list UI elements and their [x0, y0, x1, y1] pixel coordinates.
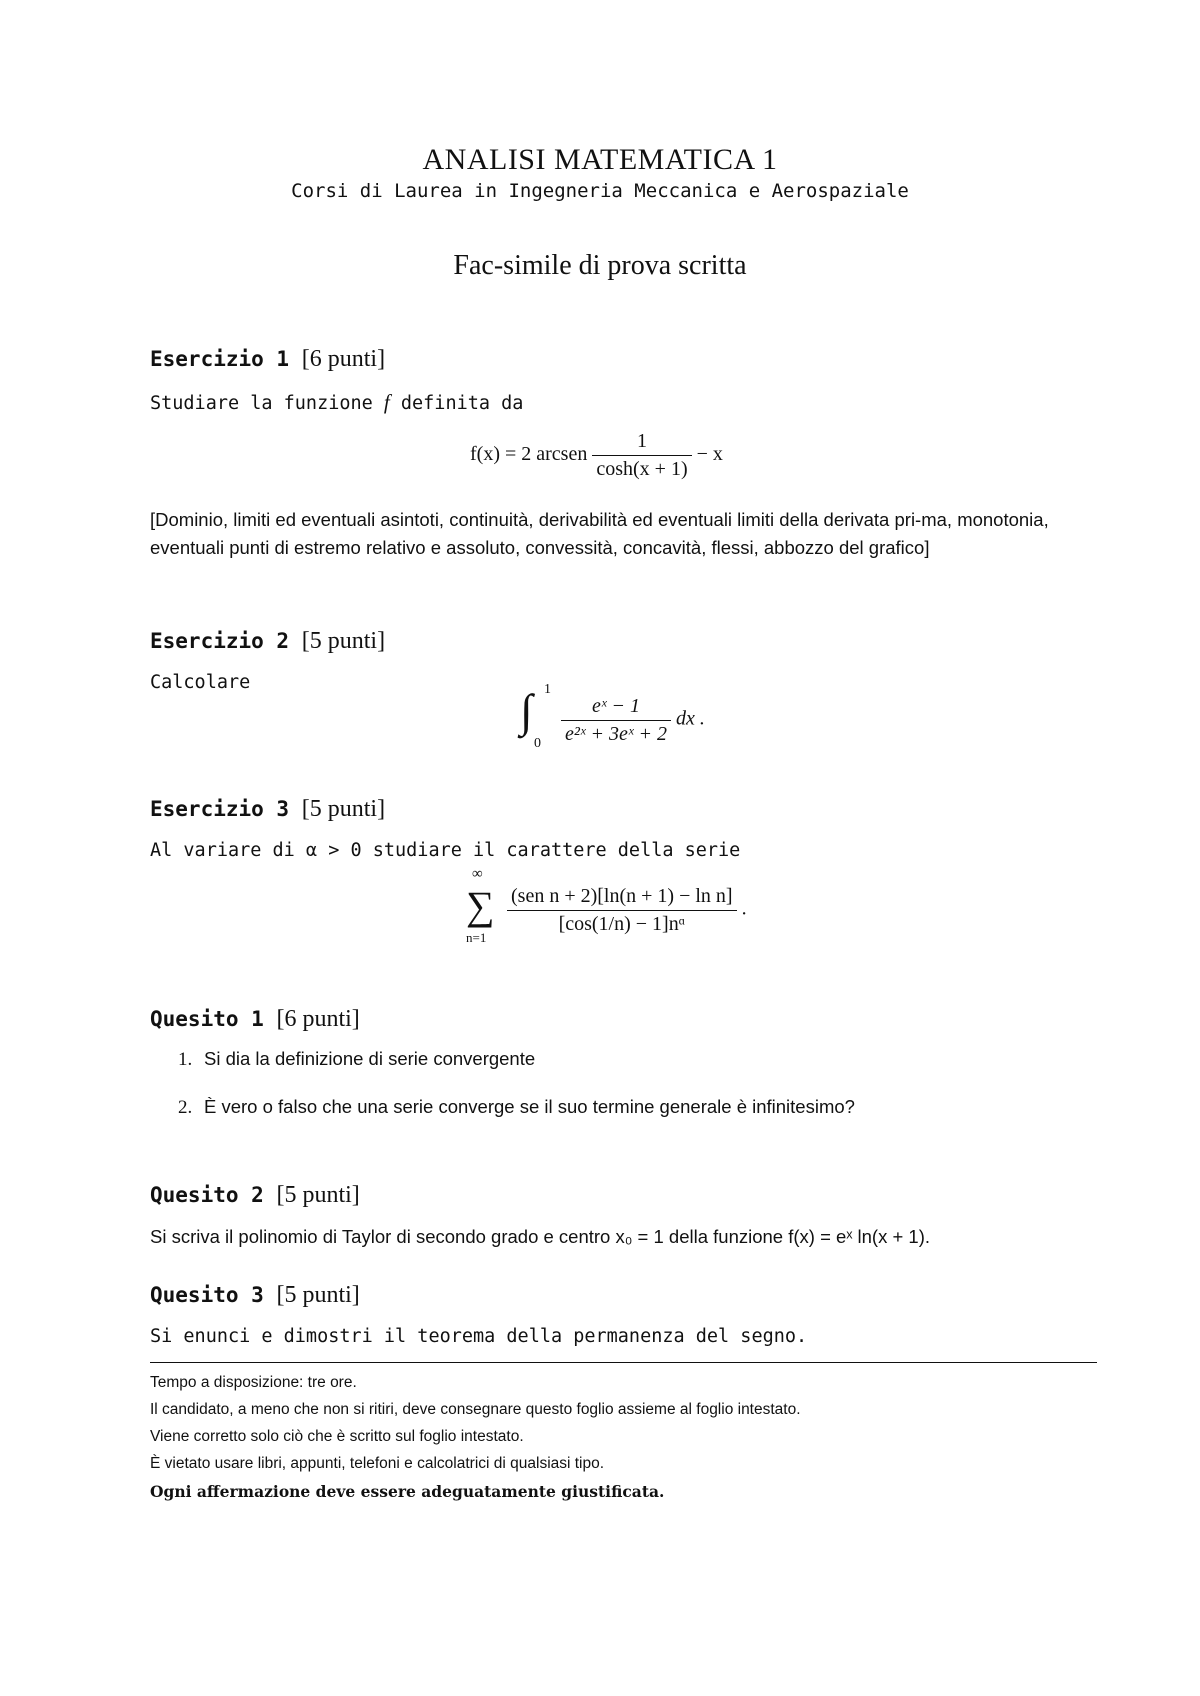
series-denominator: [cos(1/n) − 1]nᵅ: [507, 910, 737, 936]
sum-sign: [462, 866, 502, 945]
quesito-2-points: [5 punti]: [276, 1182, 360, 1208]
esercizio-3-intro: Al variare di α > 0 studiare il carattere della serie: [150, 840, 741, 861]
list-item-text: Si dia la definizione di serie convergente: [204, 1048, 536, 1069]
formula-denominator: cosh(x + 1): [592, 455, 691, 481]
esercizio-1-points: [6 punti]: [301, 346, 386, 372]
quesito-1-points: [6 punti]: [276, 1006, 360, 1032]
list-item-number: 2.: [178, 1097, 193, 1118]
esercizio-3-points: [5 punti]: [301, 796, 386, 822]
integral-numerator: eˣ − 1: [592, 694, 641, 717]
esercizio-1-heading: [150, 346, 385, 373]
sum-lower-limit: n=1: [466, 930, 487, 945]
series-numerator: (sen n + 2)[ln(n + 1) − ln n]: [511, 884, 733, 907]
formula-lhs: f(x) = 2 arcsen: [470, 443, 588, 466]
page-title: ANALISI MATEMATICA 1: [422, 143, 778, 176]
esercizio-1-intro-var: f: [383, 390, 390, 414]
quesito-1-label: Quesito 1: [150, 1007, 264, 1031]
formula-numerator: 1: [636, 430, 647, 452]
list-item-text: È vero o falso che una serie converge se il suo termine generale è infinitesimo?: [204, 1096, 855, 1117]
footer-bold-line: Ogni affermazione deve essere adeguatamente giustificata.: [150, 1482, 665, 1501]
esercizio-2-label: Esercizio 2: [150, 629, 290, 653]
esercizio-2-points: [5 punti]: [301, 628, 386, 654]
esercizio-3-label: Esercizio 3: [150, 797, 290, 821]
footer-line: Tempo a disposizione: tre ore.: [150, 1374, 357, 1391]
quesito-3-heading: [150, 1282, 360, 1309]
series-fraction: [507, 885, 737, 936]
quesito-2-heading: [150, 1182, 360, 1209]
footer-divider: [150, 1362, 1097, 1363]
formula-fraction: [592, 430, 691, 481]
esercizio-1-intro-b: definita da: [389, 393, 524, 414]
esercizio-1-note: [Dominio, limiti ed eventuali asintoti, continuità, derivabilità ed eventuali limiti della derivata pri-ma, monotonia, eventuali punti di estremo relativo e assoluto, convessità, concavità, flessi, abbozzo del grafico]: [150, 509, 1049, 558]
formula-rhs: − x: [696, 443, 723, 466]
list-item-number: 1.: [178, 1049, 193, 1070]
integral-denominator: e²ˣ + 3eˣ + 2: [561, 720, 671, 746]
integral-symbol: ∫: [520, 685, 533, 736]
integral-lower-limit: 0: [534, 736, 541, 751]
quesito-2-label: Quesito 2: [150, 1183, 264, 1207]
quesito-2-text: Si scriva il polinomio di Taylor di secondo grado e centro x₀ = 1 della funzione f(x) = eˣ ln(x + 1).: [150, 1226, 931, 1247]
quesito-3-label: Quesito 3: [150, 1283, 264, 1307]
esercizio-2-intro: Calcolare: [150, 672, 251, 693]
sum-symbol: ∑: [466, 883, 495, 928]
integral-upper-limit: 1: [544, 682, 551, 697]
document-title: Fac-simile di prova scritta: [453, 250, 747, 281]
sum-upper-limit: ∞: [472, 866, 483, 882]
esercizio-3-series: [462, 866, 747, 945]
footer-line: Il candidato, a meno che non si ritiri, deve consegnare questo foglio assieme al foglio intestato.: [150, 1401, 801, 1418]
quesito-1-item: [178, 1048, 535, 1071]
integral-dx: dx .: [676, 707, 705, 730]
integral-fraction: [561, 695, 671, 746]
quesito-3-points: [5 punti]: [276, 1282, 360, 1308]
esercizio-2-heading: [150, 628, 385, 655]
esercizio-2-integral: [520, 682, 705, 751]
footer-line: È vietato usare libri, appunti, telefoni e calcolatrici di qualsiasi tipo.: [150, 1455, 605, 1472]
esercizio-3-heading: [150, 796, 385, 823]
esercizio-1-formula: [470, 430, 723, 481]
quesito-3-text: Si enunci e dimostri il teorema della permanenza del segno.: [150, 1326, 808, 1347]
quesito-1-heading: [150, 1006, 360, 1033]
integral-sign: [520, 682, 556, 751]
series-end: .: [741, 897, 747, 920]
footer-line: Viene corretto solo ciò che è scritto sul foglio intestato.: [150, 1428, 524, 1445]
course-subtitle: Corsi di Laurea in Ingegneria Meccanica e Aerospaziale: [291, 180, 909, 202]
esercizio-1-intro: [150, 390, 523, 415]
esercizio-1-intro-a: Studiare la funzione: [150, 393, 384, 414]
quesito-1-item: [178, 1096, 855, 1119]
esercizio-1-label: Esercizio 1: [150, 347, 290, 371]
